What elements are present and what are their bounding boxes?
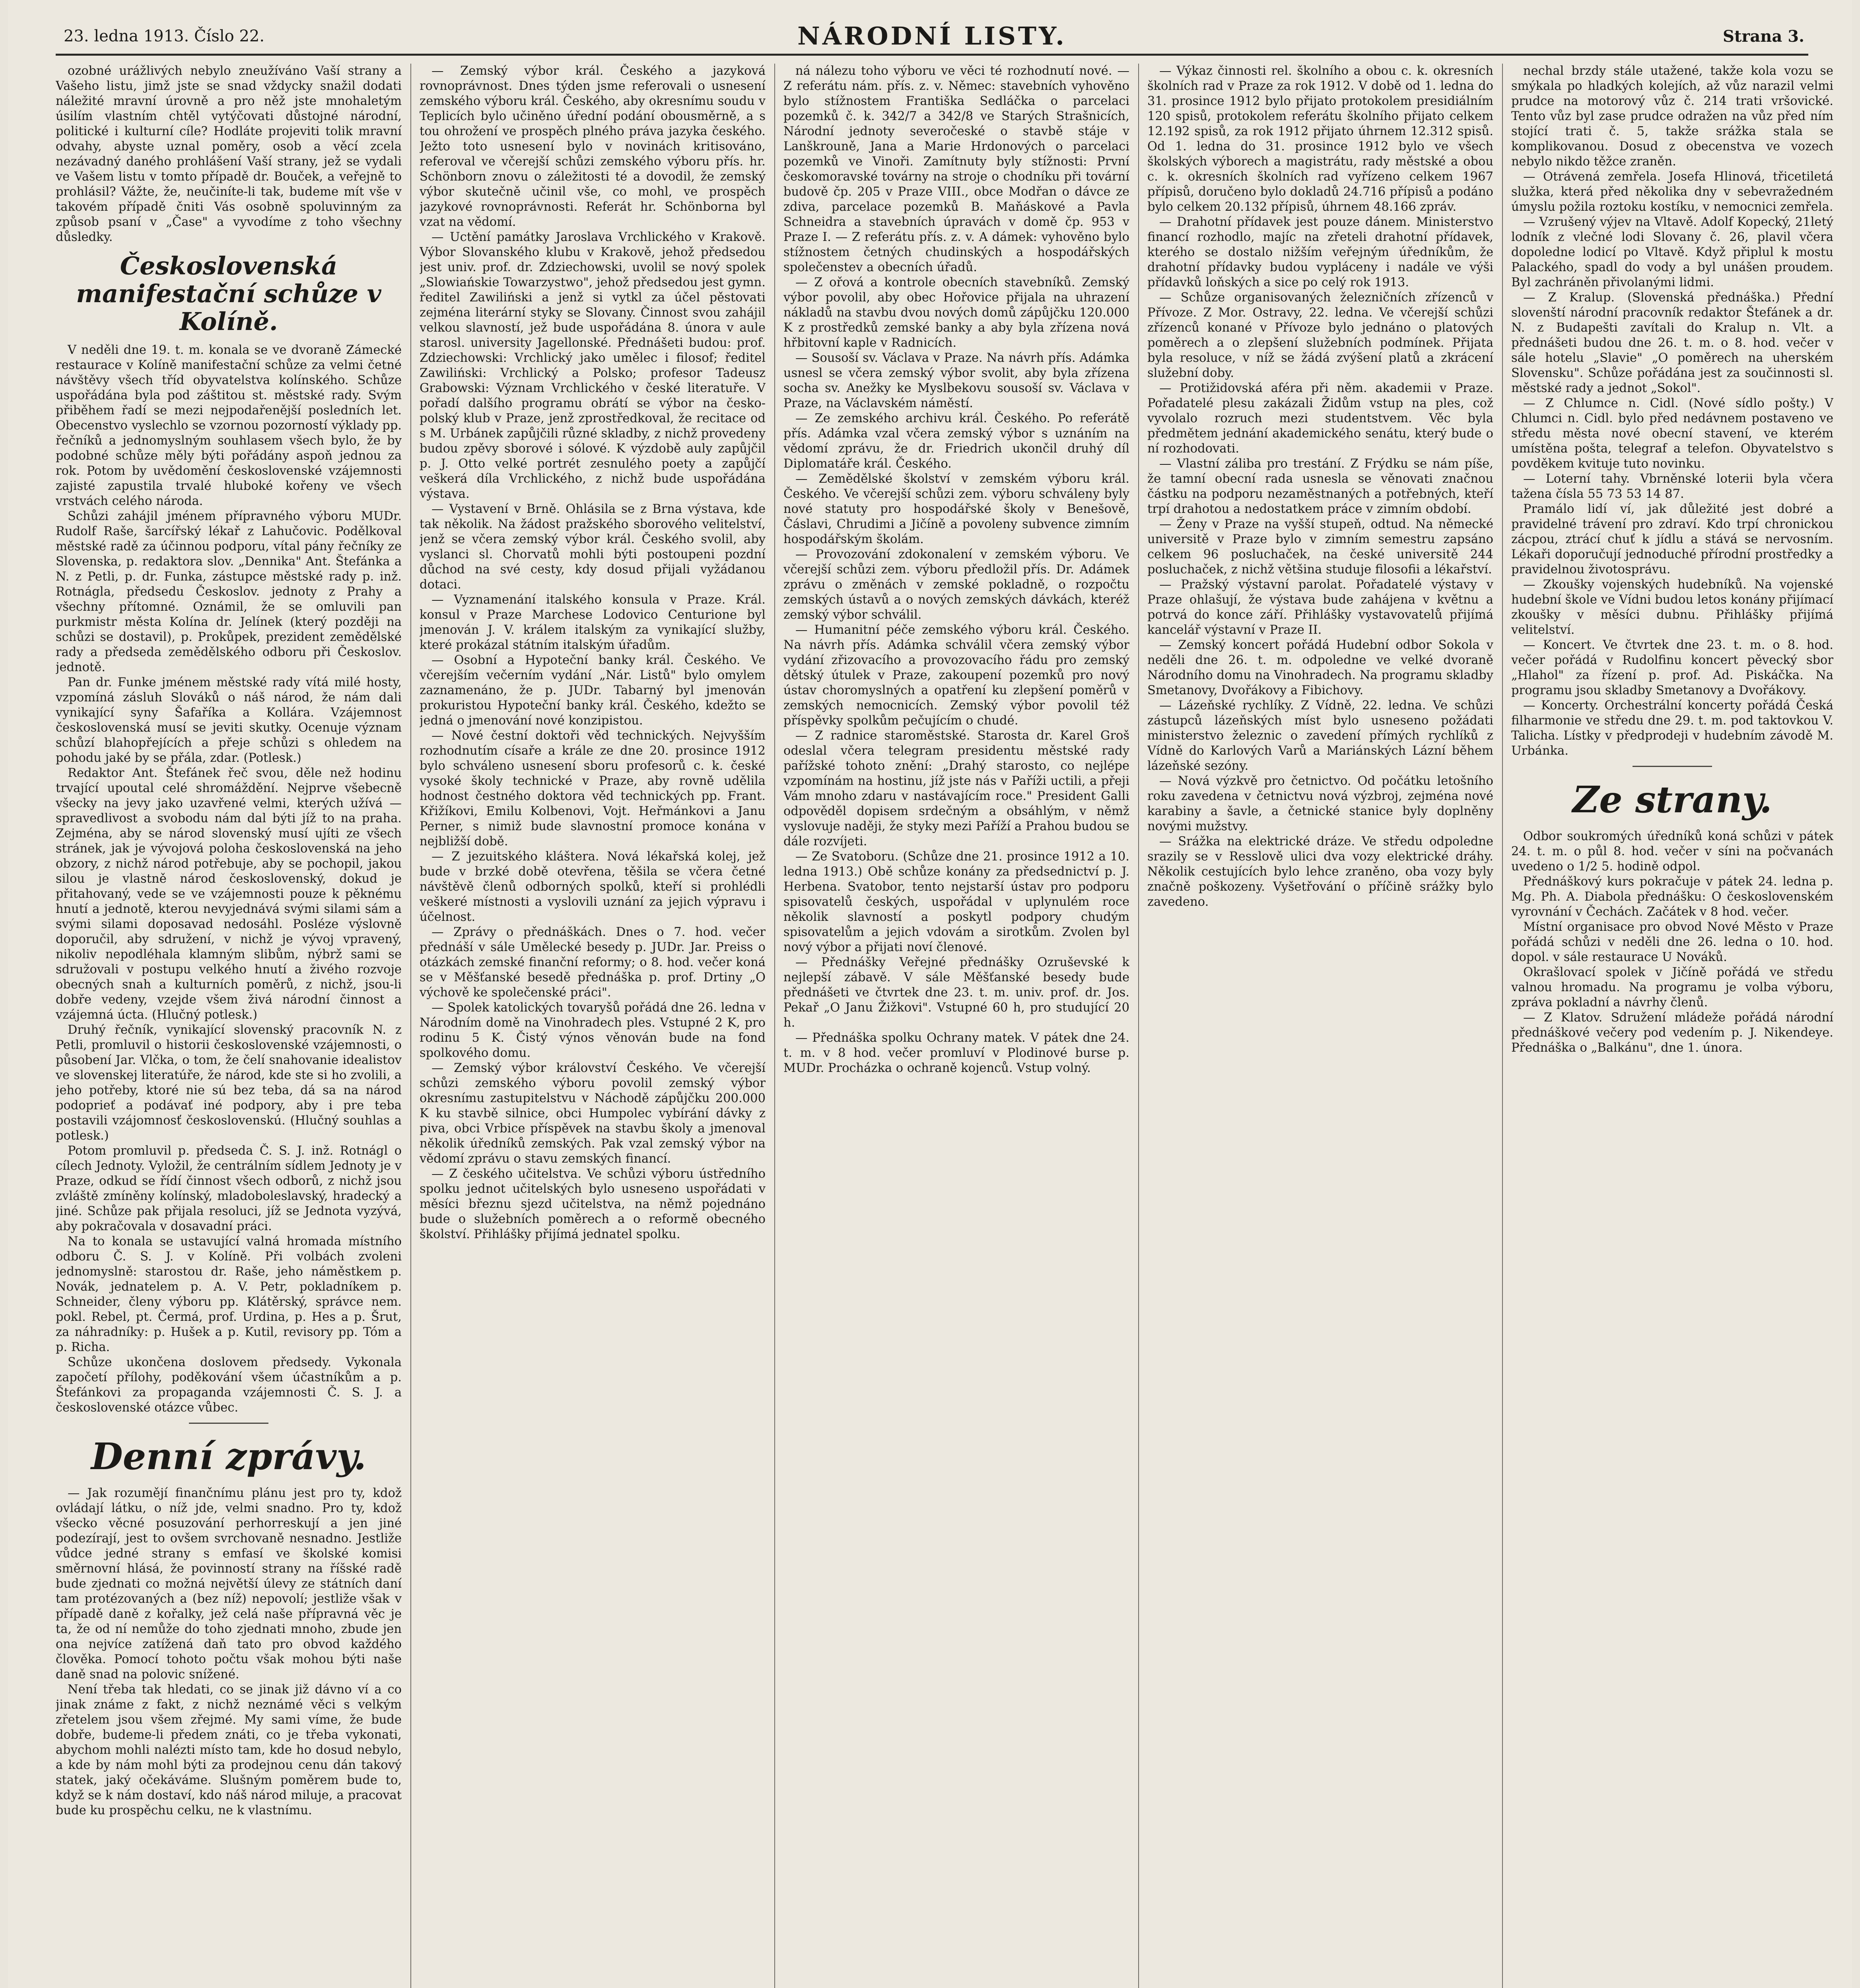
newspaper-page	[8, 0, 1852, 1988]
article-paragraph: — Srážka na elektrické dráze. Ve středu odpoledne srazily se v Resslově ulici dva vozy elektrické dráhy. Několik cestujících bylo lehce zraněno, oba vozy byly značně poškozeny. Vyšetřování o příčině srážky bylo zavedeno.	[1147, 835, 1493, 909]
article-paragraph: Pramálo lidí ví, jak důležité jest dobré a pravidelné trávení pro zdraví. Kdo trpí chronickou zácpou, ztrácí chuť k jídlu a stává se nervosním. Lékaři doporučují jednoduché přírodní prostředky a pravidelnou životosprávu.	[1511, 502, 1833, 577]
article-paragraph: — Ženy v Praze na vyšší stupeň, odtud. Na německé universitě v Praze bylo v zimním semestru zapsáno celkem 96 posluchaček, na české universitě 244 posluchaček, z nichž většina studuje filosofii a lékařství.	[1147, 517, 1493, 577]
article-paragraph: — Lázeňské rychlíky. Z Vídně, 22. ledna. Ve schůzi zástupců lázeňských míst bylo usneseno požádati ministerstvo železnic o zavedení přímých rychlíků z Vídně do Karlových Varů a Mariánských Lázní během lázeňské sezóny.	[1147, 699, 1493, 773]
article-paragraph: — Protižidovská aféra při něm. akademii v Praze. Pořadatelé plesu zakázali Židům vstup na ples, což vyvolalo rozruch mezi studentstvem. Věc byla předmětem jednání akademického senátu, který bude o ní rozhodovati.	[1147, 381, 1493, 456]
article-paragraph: V neděli dne 19. t. m. konala se ve dvoraně Zámecké restaurace v Kolíně manifestační schůze za velmi četné návštěvy všech tříd obyvatelstva kolínského. Schůze uspořádána byla pod záštitou st. městské rady. Svým přiběhem řadí se mezi nejpodařenější posledních let. Obecenstvo vyslechlo se vzornou pozorností výklady pp. řečníků a jednomyslným souhlasem všech bylo, že by podobné schůze měly býti pořádány aspoň jednou za rok. Potom by uvědomění československé vzájemnosti zajisté zapustila trvalé hluboké kořeny ve všech vrstvách celého národa.	[56, 343, 402, 508]
article-paragraph: — Nová výzkvě pro četnictvo. Od počátku letošního roku zavedena v četnictvu nová výzbroj, zejména nové karabiny a šavle, a četnické stanice byly doplněny novými mužstvy.	[1147, 774, 1493, 833]
article-paragraph: — Vyznamenání italského konsula v Praze. Král. konsul v Praze Marchese Lodovico Centurione byl jmenován J. V. králem italským za vynikající služby, které prokázal státním italským úřadům.	[420, 593, 766, 652]
article-paragraph: Na to konala se ustavující valná hromada místního odboru Č. S. J. v Kolíně. Při volbách zvoleni jednomyslně: starostou dr. Raše, jeho náměstkem p. Novák, jednatelem p. A. V. Petr, pokladníkem p. Schneider, členy výboru pp. Klátěrský, správce nem. pokl. Rebel, pt. Čermá, prof. Urdina, p. Hes a p. Šrut, za náhradníky: p. Hušek a p. Kutil, revisory pp. Tóm a p. Richa.	[56, 1235, 402, 1354]
article-paragraph: — Koncert. Ve čtvrtek dne 23. t. m. o 8. hod. večer pořádá v Rudolfinu koncert pěvecký sbor „Hlahol" za řízení p. prof. Ad. Piskáčka. Na programu jsou skladby Smetanovy a Dvořákovy.	[1511, 638, 1833, 697]
column-rule	[1138, 64, 1139, 1988]
column-4	[1147, 64, 1493, 1988]
article-paragraph: — Zemský výbor král. Českého a jazyková rovnoprávnost. Dnes týden jsme referovali o usnesení zemského výboru král. Českého, aby okresnímu soudu v Teplicích bylo učiněno úřední podání obousměrně, a s tou ohrožení ve prospěch plného práva jazyka českého. Ježto toto usnesení bylo v novinách kritisováno, referoval ve včerejší schůzi zemského výboru přís. hr. Schönborn znovu o záležitosti té a dovodil, že zemský výbor skutečně učinil vše, co mohl, ve prospěch jazykové rovnoprávnosti. Referát hr. Schönborna byl vzat na vědomí.	[420, 64, 766, 229]
article-paragraph: — Koncerty. Orchestrální koncerty pořádá Česká filharmonie ve středu dne 29. t. m. pod taktovkou V. Talicha. Lístky v předprodeji v hudebním závodě M. Urbánka.	[1511, 699, 1833, 758]
article-paragraph: — Humanitní péče zemského výboru král. Českého. Na návrh přís. Adámka schválil včera zemský výbor vydání zřizovacího a provozovacího řádu pro zemský dětský útulek v Praze, zakoupení pozemků pro nový ústav choromyslných a opatření ku zlepšení poměrů v zemských nemocnicích. Zemský výbor povolil též příspěvky spolkům pečujícím o chudé.	[783, 623, 1129, 728]
article-paragraph: — Otrávená zemřela. Josefa Hlinová, třicetiletá služka, která před několika dny v sebevražedném úmyslu požila roztoku kostíku, v nemocnici zemřela.	[1511, 170, 1833, 214]
section-heading: Ze strany.	[1572, 778, 1772, 821]
issue-date: 23. ledna 1913. Číslo 22.	[64, 27, 265, 45]
page-number: Strana 3.	[1722, 27, 1804, 46]
article-paragraph: Není třeba tak hledati, co se jinak již dávno ví a co jinak známe z fakt, z nichž neznámé věci s velkým zřetelem jsou všem zřejmé. My sami víme, že bude dobře, budeme-li předem znáti, co je třeba vykonati, abychom mohli nalézti místo tam, kde ho dosud nebylo, a kde by nám mohl býti za prodejnou cenu dán takový statek, jaký očekáváme. Slušným poměrem bude to, když se k nám dostaví, kdo náš národ miluje, a pracovat bude ku prospěchu celku, ne k vlastnímu.	[56, 1683, 402, 1817]
article-paragraph: — Provozování zdokonalení v zemském výboru. Ve včerejší schůzi zem. výboru předložil přís. Dr. Adámek zprávu o změnách v zemské pokladně, o rozpočtu zemských ústavů a o nových zemských dávkách, kteréž zemský výbor schválil.	[783, 547, 1129, 622]
article-paragraph: — Vystavení v Brně. Ohlásila se z Brna výstava, kde tak několik. Na žádost pražského sborového velitelství, jenž se včera zemský výbor král. Českého svolil, aby vyslanci sl. Chorvatů mohli býti postoupeni pozdní důchod na své cesty, kdy dosud přijali vyžádanou dotaci.	[420, 502, 766, 592]
article-paragraph: — Vzrušený výjev na Vltavě. Adolf Kopecký, 21letý lodník z vlečné lodi Slovany č. 26, plavil včera dopoledne lodicí po Vltavě. Když připlul k mostu Palackého, spadl do vody a byl unášen proudem. Byl zachráněn přivolanými lidmi.	[1511, 215, 1833, 289]
article-paragraph: — Spolek katolických tovaryšů pořádá dne 26. ledna v Národním domě na Vinohradech ples. Vstupné 2 K, pro rodinu 5 K. Čistý výnos věnován bude na fond spolkového domu.	[420, 1001, 766, 1060]
article-paragraph: Pan dr. Funke jménem městské rady vítá milé hosty, vzpomíná zásluh Slováků o náš národ, že nám dali vynikající syny Šafaříka a Kollára. Vzájemnost československá musí se jeviti skutky. Ocenuje význam schůzí blahopřejících a přeje schůzi s ohledem na pohodu jaké by se přála, zdar. (Potlesk.)	[56, 676, 402, 765]
article-paragraph: — Zprávy o přednáškách. Dnes o 7. hod. večer přednáší v sále Umělecké besedy p. JUDr. Jar. Preiss o otázkách zemské finanční reformy; o 8. hod. večer koná se v Měšťanské besedě přednáška p. prof. Drtiny „O výchově ke společenské práci".	[420, 925, 766, 1000]
article-paragraph: — Zkoušky vojenských hudebníků. Na vojenské hudební škole ve Vídni budou letos konány přijímací zkoušky v měsíci dubnu. Přihlášky přijímá velitelství.	[1511, 578, 1833, 637]
article-paragraph: Schůze ukončena doslovem předsedy. Vykonala započetí přílohy, poděkování všem účastníkům a p. Štefánkovi za propaganda vzájemnosti Č. S. J. a československé otázce vůbec.	[56, 1355, 402, 1415]
article-paragraph: — Z radnice staroměstské. Starosta dr. Karel Groš odeslal včera telegram presidentu městské rady pařížské tohoto znění: „Drahý starosto, co nejlépe vzpomínám na hostinu, jíž jste nás v Paříži uctili, a přeji Vám mnoho zdaru v nastávajícím roce." President Galli odpověděl dopisem srdečným a obsáhlým, v němž vyslovuje naději, že styky mezi Paříží a Prahou budou se dále rozvíjeti.	[783, 729, 1129, 848]
article-paragraph: — Loterní tahy. Vbrněnské loterii byla včera tažena čísla 55 73 53 14 87.	[1511, 472, 1833, 501]
article-paragraph: Okrašlovací spolek v Jičíně pořádá ve středu valnou hromadu. Na programu je volba výboru, zpráva pokladní a návrhy členů.	[1511, 965, 1833, 1010]
article-paragraph: — Nové čestní doktoři věd technických. Nejvyšším rozhodnutím císaře a krále ze dne 20. prosince 1912 bylo schváleno usnesení sboru profesorů c. k. české vysoké školy technické v Praze, aby rovně udělila hodnost čestného doktora věd technických pp. Frant. Křižíkovi, Emilu Kolbenovi, Vojt. Heřmánkovi a Janu Perner, s nimiž bude slavnostní promoce konána v nejbližší době.	[420, 729, 766, 848]
article-paragraph: Schůzi zahájil jménem přípravného výboru MUDr. Rudolf Raše, šarcířský lékař z Lahučovic. Podělkoval městské radě za účinnou podporu, vítal pány řečníky ze Slovenska, p. redaktora slov. „Dennika" Ant. Štefánka a N. z Petli, p. dr. Funka, zástupce městské rady p. inž. Rotnágla, předsedu Českoslov. jednoty z Prahy a všechny přítomné. Oznámil, že se omluvili pan purkmistr města Kolína dr. Jelínek (který později na schůzi se dostavil), p. Prokůpek, prezident zemědělské rady a předseda zemědělského odboru při Českoslov. jednotě.	[56, 509, 402, 674]
article-paragraph: — Výkaz činnosti rel. školního a obou c. k. okresních školních rad v Praze za rok 1912. V době od 1. ledna do 31. prosince 1912 bylo přijato protokolem presidiálním 120 spisů, protokolem referátu školního přijato celkem 12.192 spisů, za rok 1912 přijato úhrnem 12.312 spisů. Od 1. ledna do 31. prosince 1912 bylo ve všech školských výborech a magistrátu, rady městské a obou c. k. okresních školních rad vyřízeno celkem 1967 přípisů, doručeno bylo dokladů 24.716 přípisů a podáno bylo celkem 20.132 přípisů, úhrnem 48.166 zpráv.	[1147, 64, 1493, 214]
column-2	[420, 64, 766, 1988]
section-divider	[189, 1423, 268, 1424]
newspaper-title: NÁRODNÍ LISTY.	[797, 21, 1067, 50]
article-paragraph: — Zemský koncert pořádá Hudební odbor Sokola v neděli dne 26. t. m. odpoledne ve velké dvoraně Národního domu na Vinohradech. Na programu skladby Smetanovy, Dvořákovy a Fibichovy.	[1147, 638, 1493, 697]
column-rule	[774, 64, 775, 1988]
article-paragraph: — Uctění památky Jaroslava Vrchlického v Krakově. Výbor Slovanského klubu v Krakově, jehož předsedou jest univ. prof. dr. Zdziechowski, uvolil se nový spolek „Slowiańskie Towarzystwo", jehož předsedou jest gymn. ředitel Zawiliński a jenž si vytkl za účel pěstovati zejména literární styky se Slovany. Činnost svou zahájil velkou slavností, jež bude uspořádána 8. února v aule starosl. university Jagellonské. Přednášeti budou: prof. Zdziechowski: Vrchlický jako umělec i filosof; ředitel Zawiliński: Vrchlický a Polsko; profesor Tadeusz Grabowski: Význam Vrchlického v české literatuře. V pořadí dalšího programu obrátí se výbor na česko-polský klub v Praze, jenž zprostředkoval, že recitace od s M. Urbánek zapůjčili různé skladby, z nichž provedeny budou zpěvy sborové i sólové. K výzdobě auly zapůjčil p. J. Otto velké portrét zesnulého poety a zapůjčí veškerá díla Vrchlického, z nichž bude uspořádána výstava.	[420, 230, 766, 501]
article-paragraph: nechal brzdy stále utažené, takže kola vozu se smýkala po hladkých kolejích, až vůz narazil velmi prudce na motorový vůz č. 214 trati vršovické. Tento vůz byl zase prudce odražen na vůz před ním stojící trati č. 5, takže srážka stala se komplikovanou. Dosud z obecenstva ve vozech nebylo nikdo těžce zraněn.	[1511, 64, 1833, 169]
article-paragraph: — Z českého učitelstva. Ve schůzi výboru ústředního spolku jednot učitelských bylo usneseno uspořádati v měsíci březnu sjezd učitelstva, na němž pojednáno bude o služebních poměrech a o reformě obecného školství. Přihlášky přijímá jednatel spolku.	[420, 1167, 766, 1241]
column-rule	[410, 64, 411, 1988]
article-headline: Československá manifestační schůze v Kolíně.	[76, 251, 381, 336]
article-paragraph: — Ze zemského archivu král. Českého. Po referátě přís. Adámka vzal včera zemský výbor s uznáním na vědomí zprávu, že dr. Friedrich ukončil druhý díl Diplomatáře král. Českého.	[783, 412, 1129, 471]
article-paragraph: — Ze Svatoboru. (Schůze dne 21. prosince 1912 a 10. ledna 1913.) Obě schůze konány za předsednictví p. J. Herbena. Svatobor, tento nejstarší ústav pro podporu spisovatelů českých, uspořádal v uplynulém roce několik slavností a poskytl podpory chudým spisovatelům a jejich vdovám a sirotkům. Zvolen byl nový výbor a přijati noví členové.	[783, 850, 1129, 954]
column-rule	[1502, 64, 1503, 1988]
article-paragraph: — Osobní a Hypoteční banky král. Českého. Ve včerejším večerním vydání „Nár. Listů" bylo omylem zaznamenáno, že p. JUDr. Tabarný byl jmenován prokuristou Hypoteční banky král. Českého, kdežto se jedná o jmenování nové konzipistou.	[420, 653, 766, 728]
article-paragraph: — Pražský výstavní parolat. Pořadatelé výstavy v Praze ohlašují, že výstava bude zahájena v květnu a potrvá do konce září. Přihlášky vystavovatelů přijímá kancelář výstavní v Praze II.	[1147, 578, 1493, 637]
article-paragraph: — Vlastní záliba pro trestání. Z Frýdku se nám píše, že tamní obecní rada usnesla se věnovati značnou částku na podporu nezaměstnaných a potřebných, kteří trpí drahotou a nedostatkem práce v zimním období.	[1147, 457, 1493, 516]
section-heading: Denní zprávy.	[91, 1435, 367, 1478]
article-paragraph: — Z Kralup. (Slovenská přednáška.) Přední slovenští národní pracovník redaktor Štefánek a dr. N. z Budapešti zavítali do Kralup n. Vlt. a přednášeti budou dne 26. t. m. o 8. hod. večer v sále hotelu „Slavie" „O poměrech na uherském Slovensku". Schůze pořádána jest za součinnosti sl. městské rady a jednot „Sokol".	[1511, 291, 1833, 395]
article-paragraph: — Přednáška spolku Ochrany matek. V pátek dne 24. t. m. v 8 hod. večer promluví v Plodinové burse p. MUDr. Procházka o ochraně kojenců. Vstup volný.	[783, 1031, 1129, 1075]
column-1	[56, 64, 402, 1988]
article-paragraph: — Jak rozumějí finančnímu plánu jest pro ty, kdož ovládají látku, o níž jde, velmi snadno. Pro ty, kdož všecko věcné posuzování perhorreskují a jen jiné podezírají, jest to ovšem svrchovaně nesnadno. Jestliže vůdce jedné strany s emfasí ve školské komisi směrnovní hlásá, že povinností strany na říšské radě bude zjednati co možná největší úlevy ze státních daní tam protézovaných a (bez níž) nepovolí; jestliže však v případě daně z kořalky, jež celá naše přípravná věc je ta, že od ní nemůže do toho zjednati mnoho, zbude jen ona nejvíce zatížená daň tato pro obvod každého člověka. Pomocí tohoto počtu však mohou býti naše daně snad na polovic snížené.	[56, 1486, 402, 1681]
article-paragraph: — Zemědělské školství v zemském výboru král. Českého. Ve včerejší schůzi zem. výboru schváleny byly nové statuty pro hospodářské školy v Benešově, Čáslavi, Chrudimi a Jičíně a povoleny subvence zimním hospodářským školám.	[783, 472, 1129, 546]
article-paragraph: — Z Klatov. Sdružení mládeže pořádá národní přednáškové večery pod vedením p. J. Nikendeye. Přednáška o „Balkánu", dne 1. února.	[1511, 1011, 1833, 1055]
column-3	[783, 64, 1129, 1988]
section-divider	[1633, 766, 1712, 767]
article-paragraph: ná nálezu toho výboru ve věci té rozhodnutí nové. — Z referátu nám. přís. z. v. Němec: stavebních vyhověno bylo stížnostem Františka Sedláčka o parcelaci pozemků č. k. 342/7 a 342/8 ve Starých Strašnicích, Národní jednoty severočeské o stavbě stáje v Lanškrouně, Jana a Marie Hrdonových o parcelaci pozemků ve Vinoři. Zamítnuty byly stížnosti: První českomoravské továrny na stroje o chodníku při tovární budově čp. 205 v Praze VIII., obce Modřan o dávce ze zdiva, parcelace pozemků B. Maňáskové a Pavla Schneidra a stavebních úpravách v domě čp. 953 v Praze I. — Z referátu přís. z. v. A dámek: vyhověno bylo stížnostem četných chudinských a hospodářských společenstev a obecních úřadů.	[783, 64, 1129, 274]
article-paragraph: Redaktor Ant. Štefánek řeč svou, děle než hodinu trvající upoutal celé shromáždění. Nejprve všebecně všecky na jevy jako uzavřené velmi, kterých užívá — spravedlivost a svobodu nám dal býti jíž to na praha. Zejména, aby se národ slovenský musí ujíti ze všech stránek, jak je vývojová poloha československá na jeho obzory, z nichž národ potřebuje, aby se pochopil, jakou silou je vlastně národ československý, dokud je přitahovaný, vede se ve vzájemnosti pouze k pěknému hnutí a jednotě, kterou nevyjednává svými silami sám a svými silami doposavad nedosáhl. Posléze výslovně doporučil, aby sdružení, v nichž je vývoj vpravený, nikoliv nepodléhala klamným slibům, nýbrž sami se sdružovali v postupu velkého hnutí a živého rozvoje obecných snah a kulturních poměrů, z nichž, jsou-li dobře vedeny, vzejde všem živá národní činnost a vzájemná úcta. (Hlučný potlesk.)	[56, 766, 402, 1022]
article-paragraph: — Přednášky Veřejné přednášky Ozruševské k nejlepší zábavě. V sále Měšťanské besedy bude přednášeti ve čtvrtek dne 23. t. m. univ. prof. dr. Jos. Pekař „O Janu Žižkovi". Vstupné 60 h, pro studující 20 h.	[783, 955, 1129, 1030]
article-paragraph: — Z jezuitského kláštera. Nová lékařská kolej, jež bude v brzké době otevřena, těšila se včera četné návštěvě členů odborných spolků, kteří si prohlédli veškeré místnosti a vyslovili uznání za jejich výpravu i účelnost.	[420, 850, 766, 924]
article-paragraph: — Z ořová a kontrole obecních stavebníků. Zemský výbor povolil, aby obec Hořovice přijala na uhrazení nákladů na stavbu dvou nových domů zápůjčku 120.000 K z prostředků zemské banky a aby byla zřízena nová hřbitovní kaple v Radnicích.	[783, 276, 1129, 350]
article-paragraph: — Drahotní přídavek jest pouze dánem. Ministerstvo financí rozhodlo, majíc na zřeteli drahotní přídavek, kterého se dostalo nižším veřejným úředníkům, že drahotní přídavky budou vypláceny i nadále ve výši přídavků loňských a sice po celý rok 1913.	[1147, 215, 1493, 289]
article-paragraph: — Sousoší sv. Václava v Praze. Na návrh přís. Adámka usnesl se včera zemský výbor svolit, aby byla zřízena socha sv. Anežky ke Myslbekovu sousoší sv. Václava v Praze, na Václavském náměstí.	[783, 351, 1129, 410]
column-5	[1511, 64, 1833, 1988]
article-paragraph: Druhý řečník, vynikající slovenský pracovník N. z Petli, promluvil o historii československé vzájemnosti, o působení Jar. Vlčka, o tom, že čelí snahovanie idealistov ve slovenskej literatúře, že národ, kde ste si ho zvolili, a jeho potřeby, ktoré nie sú bez teba, dá sa na národ podoprieť a podávať iné podpory, aby i pre teba postavili vzájomnosť československú. (Hlučný souhlas a potlesk.)	[56, 1023, 402, 1143]
article-paragraph: Potom promluvil p. předseda Č. S. J. inž. Rotnágl o cílech Jednoty. Vyložil, že centrálním sídlem Jednoty je v Praze, odkud se řídí činnost všech odborů, z nichž jsou zvláště zmíněny kolínský, mladoboleslavský, hradecký a jiné. Schůze pak přijala resoluci, jíž se Jednota vyzývá, aby pokračovala v dosavadní práci.	[56, 1144, 402, 1233]
article-paragraph: Přednáškový kurs pokračuje v pátek 24. ledna p. Mg. Ph. A. Diabola přednášku: O československém vyrovnání v Čechách. Začátek v 8 hod. večer.	[1511, 875, 1833, 919]
masthead	[56, 16, 1808, 56]
article-paragraph: — Schůze organisovaných železničních zřízenců v Přívoze. Z Mor. Ostravy, 22. ledna. Ve včerejší schůzi zřízenců konané v Přívoze bylo jednáno o platových poměrech a o zlepšení služebních podmínek. Přijata byla resoluce, v níž se žádá zvýšení platů a zkrácení služební doby.	[1147, 291, 1493, 380]
article-paragraph: — Z Chlumce n. Cidl. (Nové sídlo pošty.) V Chlumci n. Cidl. bylo před nedávnem postaveno ve středu města nové obecní stavení, ve kterém umístěna pošta, telegraf a telefon. Obyvatelstvo s povděkem kvituje tuto novinku.	[1511, 396, 1833, 471]
article-paragraph: Místní organisace pro obvod Nové Město v Praze pořádá schůzi v neděli dne 26. ledna o 10. hod. dopol. v sále restaurace U Nováků.	[1511, 920, 1833, 964]
article-paragraph: Odbor soukromých úředníků koná schůzi v pátek 24. t. m. o půl 8. hod. večer v síni na počvanách uvedeno o 1/2 5. hodině odpol.	[1511, 829, 1833, 874]
article-paragraph: ozobné urážlivých nebylo zneužíváno Vaší strany a Vašeho listu, jimž jste se snad vždycky snažil dodati náležité mravní úrovně a pro něž jste mnohaletým úsilím vlastním chtěl vytýčovati důstojné národní, politické i kulturní cíle? Hodláte projeviti tolik mravní odvahy, abyste uznal poměry, osob a věcí zcela nezávadný daného prohlášení Vaší strany, jež se vydali ve Vašem listu v tomto případě dr. Bouček, a veřejně to prohlásil? Vážte, že, neučiníte-li tak, budeme mít vše v takovém případě čniti Vás osobně spoluvinným za způsob psaní v „Čase" a vyvodíme z toho všechny důsledky.	[56, 64, 402, 244]
article-paragraph: — Zemský výbor království Českého. Ve včerejší schůzi zemského výboru povolil zemský výbor okresnímu zastupitelstvu v Náchodě zápůjčku 200.000 K ku stavbě silnice, obci Humpolec vybírání dávky z piva, obci Vrbice příspěvek na stavbu školy a jmenoval několik úředníků zemských. Pak vzal zemský výbor na vědomí zprávu o stavu zemských financí.	[420, 1061, 766, 1166]
